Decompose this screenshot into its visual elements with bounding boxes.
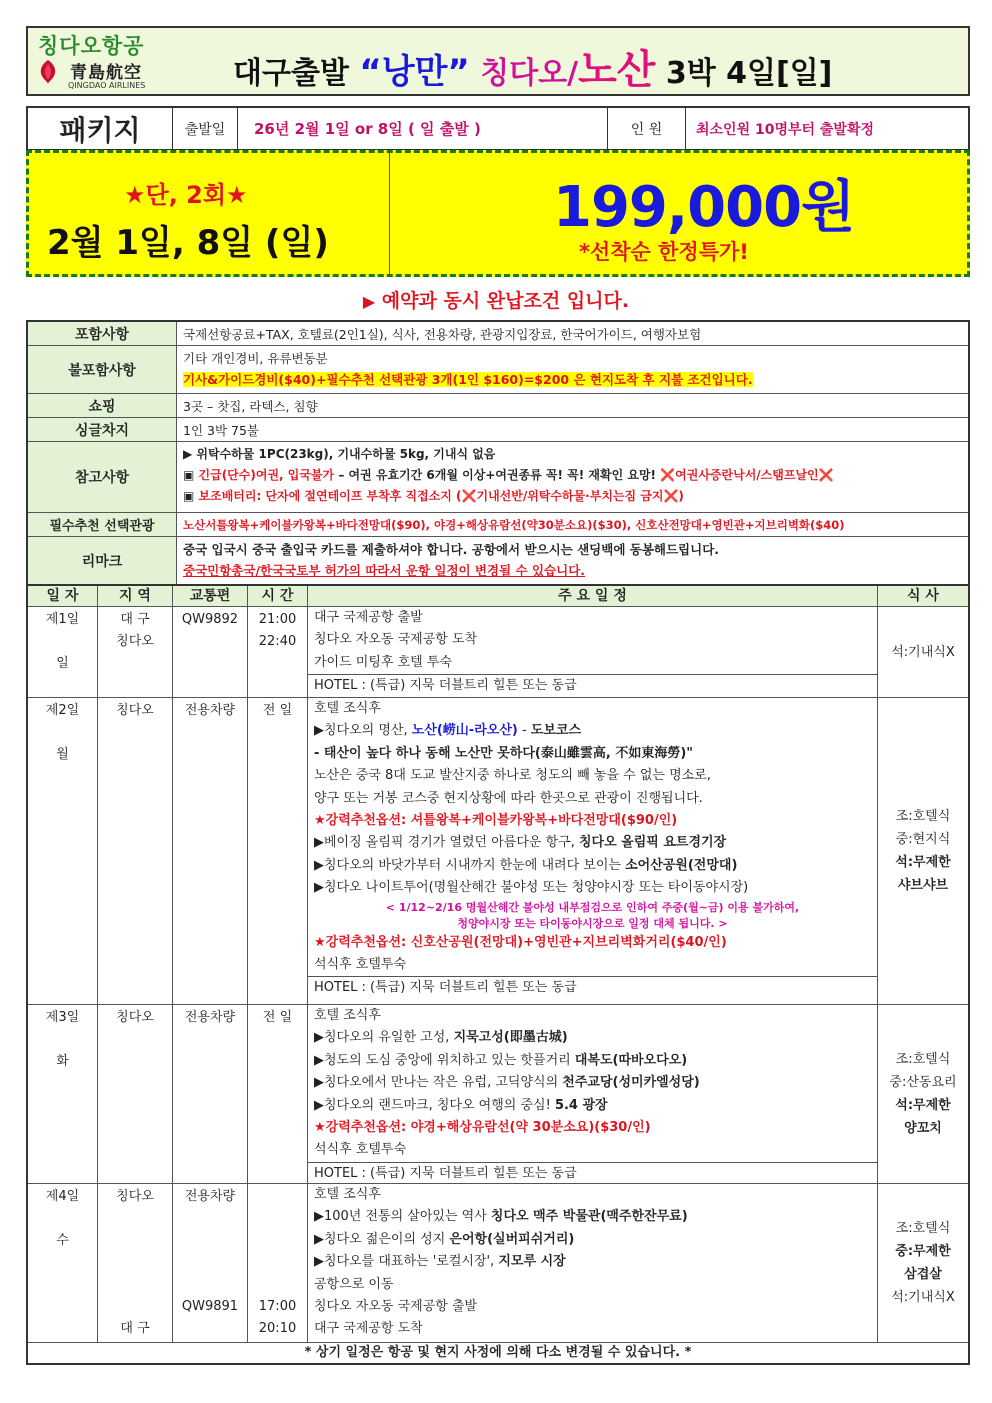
col-region: 지 역 [98, 586, 173, 606]
single-charge-value: 1인 3박 75불 [183, 423, 259, 438]
meal: 조:호텔식 [895, 1221, 951, 1236]
schedule-line: ▶청도의 도심 중앙에 위치하고 있는 핫플거리 대복도(따바오다오) [314, 1052, 688, 1068]
notes-baggage: ▶ 위탁수하물 1PC(23kg), 기내수하물 5kg, 기내식 없음 [183, 447, 496, 461]
transport: QW9891 [181, 1299, 239, 1314]
time: 17:00 [258, 1299, 297, 1314]
recommended-option: ★강력추천옵션: 신호산공원(전망대)+영빈관+지브리벽화거리($40/인) [314, 934, 727, 950]
recommended-option: ★강력추천옵션: 셔틀왕복+케이블카왕복+바다전망대($90/인) [314, 813, 678, 829]
title-mountain: 노산 [578, 47, 656, 93]
time: 22:40 [258, 634, 297, 649]
notes-passport-text: – 여권 유효기간 6개월 이상+여권종류 꼭! 꼭! 재확인 요망! [334, 468, 661, 482]
package-row [26, 106, 970, 150]
notes-battery: 보조배터리: 단자에 절연테이프 부착후 직접소지 (❌기내선반/위탁수하물·부치는짐 금지❌) [198, 489, 684, 503]
schedule-line: 호텔 조식후 [314, 701, 381, 716]
promo-dates: 2월 1일, 8일 (일) [47, 223, 329, 263]
included-value: 국제선항공료+TAX, 호텔료(2인1실), 식사, 전용차량, 관광지입장료, 한국어가이드, 여행자보험 [183, 327, 702, 342]
transport: QW9892 [173, 607, 248, 697]
schedule-line: ▶칭다오 젊은이의 성지 은어항(실버피쉬거리) [314, 1231, 575, 1247]
info-row-remark [28, 537, 968, 584]
meal: 석:무제한 [895, 855, 951, 870]
region: 칭다오 [116, 634, 154, 649]
info-row-options [28, 513, 968, 537]
info-row-single [28, 418, 968, 442]
schedule-line: 대구 국제공항 출발 [314, 610, 423, 625]
schedule-line: 대구 국제공항 도착 [314, 1321, 423, 1337]
schedule-line: 석식후 호텔투숙 [314, 1142, 407, 1158]
promo-box [26, 150, 970, 277]
payment-notice [0, 286, 992, 313]
airline-logo-korean: 칭다오항공 [38, 34, 145, 58]
day-weekday: 수 [56, 1233, 69, 1248]
col-meal: 식 사 [907, 588, 939, 604]
day-weekday: 화 [56, 1054, 69, 1069]
meal: 석:기내식X [891, 1290, 955, 1305]
schedule-line: 호텔 조식후 [314, 1008, 381, 1023]
schedule-line: 가이드 미팅후 호텔 투숙 [314, 654, 452, 670]
hotel-line: HOTEL : (특급) 지묵 더블트리 힐튼 또는 동급 [308, 1162, 877, 1185]
promo-note: *선착순 한정특가! [579, 240, 749, 264]
people-value: 최소인원 10명부터 출발확정 [696, 121, 874, 138]
col-date: 일 자 [28, 586, 98, 606]
airline-logo-chinese: 青島航空 [70, 63, 142, 83]
remark-1: 중국 입국시 중국 출입국 카드를 제출하셔야 합니다. 공항에서 받으시는 샌딩백에 동봉해드립니다. [183, 542, 720, 557]
package-label: 패키지 [28, 108, 173, 149]
notes-passport-stamp: ❌여권사증란낙서/스탬프날인❌ [660, 468, 834, 482]
col-time: 시 간 [248, 586, 308, 606]
itinerary-day-1 [28, 607, 968, 698]
notes-passport-warning: 긴급(단수)여권, 입국불가 [198, 468, 335, 482]
schedule-line: ▶100년 전통의 살아있는 역사 칭다오 맥주 박물관(맥주한잔무료) [314, 1209, 688, 1225]
airline-logo-english: QINGDAO AIRLINES [68, 81, 146, 90]
promo-price: 199,000원 [553, 175, 855, 240]
time: 21:00 [258, 612, 297, 627]
region: 대 구 [120, 1321, 150, 1336]
meal: 조:호텔식 [895, 809, 951, 824]
excluded-value-2: 기사&가이드경비($40)+필수추천 선택관광 3개(1인 $160)=$200 은 현지도착 후 지불 조건입니다. [183, 372, 753, 387]
meal: 샤브샤브 [897, 878, 949, 893]
schedule-note: 청양야시장 또는 타이동야시장으로 일정 대체 됩니다. > [457, 916, 728, 930]
options-label: 필수추천 선택관광 [28, 513, 177, 536]
title-duration: 3박 4일[일] [655, 56, 833, 91]
schedule-line: ▶칭다오를 대표하는 '로컬시장', 지모루 시장 [314, 1254, 566, 1270]
single-charge-label: 싱글차지 [28, 418, 177, 441]
col-schedule: 주 요 일 정 [308, 586, 878, 606]
schedule-line: 석식후 호텔투숙 [314, 957, 407, 973]
excluded-value-1: 기타 개인경비, 유류변동분 [183, 351, 328, 366]
schedule-line: 공항으로 이동 [314, 1276, 394, 1292]
itinerary-day-3 [28, 1005, 968, 1184]
people-label: 인 원 [608, 108, 686, 149]
schedule-line: ▶칭다오의 유일한 고성, 지묵고성(即墨古城) [314, 1030, 568, 1046]
info-row-shopping [28, 394, 968, 418]
day-label: 제3일 [45, 1010, 80, 1025]
region: 칭다오 [98, 698, 173, 1004]
meal: 중:현지식 [895, 832, 951, 847]
meal: 삼겹살 [904, 1267, 942, 1282]
meal: 석:무제한 [895, 1098, 951, 1113]
promo-limited: ★단, 2회★ [124, 181, 248, 209]
schedule-line: 칭다오 자오동 국제공항 출발 [314, 1299, 478, 1315]
departure-date-label: 출발일 [173, 108, 238, 149]
time: 전 일 [248, 698, 308, 1004]
itinerary-day-4 [28, 1184, 968, 1343]
itinerary-day-2 [28, 698, 968, 1005]
shopping-value: 3곳 – 찻집, 라텍스, 침향 [183, 399, 318, 414]
time: 전 일 [248, 1005, 308, 1183]
day-label: 제1일 [45, 612, 80, 627]
title-departure: 대구출발 [233, 56, 360, 91]
day-weekday: 월 [56, 747, 69, 762]
transport: 전용차량 [173, 698, 248, 1004]
hotel-line: HOTEL : (특급) 지묵 더블트리 힐튼 또는 동급 [308, 674, 877, 697]
col-transport: 교통편 [173, 586, 248, 606]
info-table [26, 320, 970, 584]
region: 칭다오 [116, 1189, 154, 1204]
promo-divider [389, 153, 390, 274]
info-row-included [28, 322, 968, 346]
transport: 전용차량 [173, 1005, 248, 1183]
tour-title [233, 38, 832, 95]
region: 칭다오 [98, 1005, 173, 1183]
airline-flower-icon [36, 58, 60, 86]
meal: 조:호텔식 [895, 1052, 951, 1067]
itinerary-table [26, 584, 970, 1365]
included-label: 포함사항 [28, 322, 177, 345]
day-label: 제2일 [45, 703, 80, 718]
schedule-line: - 태산이 높다 하나 동해 노산만 못하다(泰山雖雲高, 不如東海勞)" [314, 745, 694, 761]
transport: 전용차량 [184, 1189, 236, 1204]
schedule-line: 양구 또는 거봉 코스중 현지상황에 따라 한곳으로 관광이 진행됩니다. [314, 790, 703, 806]
schedule-line: ▶칭다오의 바닷가부터 시내까지 한눈에 내려다 보이는 소어산공원(전망대) [314, 857, 738, 873]
title-city: 칭다오/ [469, 56, 579, 91]
schedule-line: 노산은 중국 8대 도교 발산지중 하나로 청도의 빼 놓을 수 없는 명소로, [314, 768, 711, 784]
departure-date-value: 26년 2월 1일 or 8일 ( 일 출발 ) [238, 108, 608, 149]
options-value: 노산서틀왕복+케이블카왕복+바다전망대($90), 야경+해상유람선(약30분소요)($30), 신호산전망대+영빈관+지브리벽화($40) [183, 518, 845, 532]
schedule-line: 호텔 조식후 [314, 1187, 381, 1202]
title-theme: “낭만” [359, 52, 470, 92]
recommended-option: ★강력추천옵션: 야경+해상유람선(약 30분소요)($30/인) [314, 1120, 651, 1136]
meal: 석:기내식X [891, 644, 955, 660]
remark-2: 중국민항총국/한국국토부 허가의 따라서 운항 일정이 변경될 수 있습니다. [183, 563, 586, 578]
info-row-excluded [28, 346, 968, 394]
schedule-line: ▶베이징 올림픽 경기가 열렸던 아름다운 항구, 칭다오 올림픽 요트경기장 [314, 835, 727, 851]
info-row-notes: 참고사항 ▶ 위탁수하물 1PC(23kg), 기내수하물 5kg, 기내식 없음 ▣ 긴급(단수)여권, 입국불가 – 여권 유효기간 6개월 이상+여권종류 꼭! 꼭! 재확인 요망! ❌여권사증란낙서/스탬프날인❌ ▣ 보조배터리: 단자에 절연테이프 부착후 직접소지 (❌기내선반/위탁수하물·부치는짐 금지❌) [28, 442, 968, 513]
schedule-line: ▶칭다오에서 만나는 작은 유럽, 고딕양식의 천주교당(성미카엘성당) [314, 1075, 700, 1091]
hotel-line: HOTEL : (특급) 지묵 더블트리 힐튼 또는 동급 [308, 976, 877, 999]
meal: 양꼬치 [904, 1121, 942, 1136]
shopping-label: 쇼핑 [28, 394, 177, 417]
payment-notice-text: 예약과 동시 완납조건 입니다. [375, 290, 630, 312]
meal: 중:무제한 [895, 1244, 951, 1259]
itinerary-header [28, 586, 968, 607]
schedule-note: < 1/12~2/16 명월산해간 불야성 내부점검으로 인하여 주중(월~금) 이용 불가하여, [385, 900, 800, 914]
region: 대 구 [120, 612, 150, 627]
notes-label: 참고사항 [28, 442, 177, 512]
arrow-icon: ▶ [362, 292, 376, 311]
schedule-line: ▶칭다오 나이트투어(명월산해간 불야성 또는 청양야시장 또는 타이동야시장) [314, 880, 749, 896]
remark-label: 리마크 [28, 537, 177, 584]
time: 20:10 [258, 1321, 297, 1336]
schedule-line: ▶칭다오의 명산, 노산(崂山-라오산) - 도보코스 [314, 723, 582, 739]
header-banner [26, 26, 970, 96]
excluded-label: 불포함사항 [28, 346, 177, 393]
meal: 중:산동요리 [889, 1075, 957, 1090]
day-weekday: 일 [56, 656, 69, 671]
day-label: 제4일 [45, 1189, 80, 1204]
schedule-line: 칭다오 자오동 국제공항 도착 [314, 632, 478, 648]
schedule-line: ▶칭다오의 랜드마크, 칭다오 여행의 중심! 5.4 광장 [314, 1097, 608, 1113]
itinerary-footer-note: * 상기 일정은 항공 및 현지 사정에 의해 다소 변경될 수 있습니다. * [304, 1345, 692, 1360]
